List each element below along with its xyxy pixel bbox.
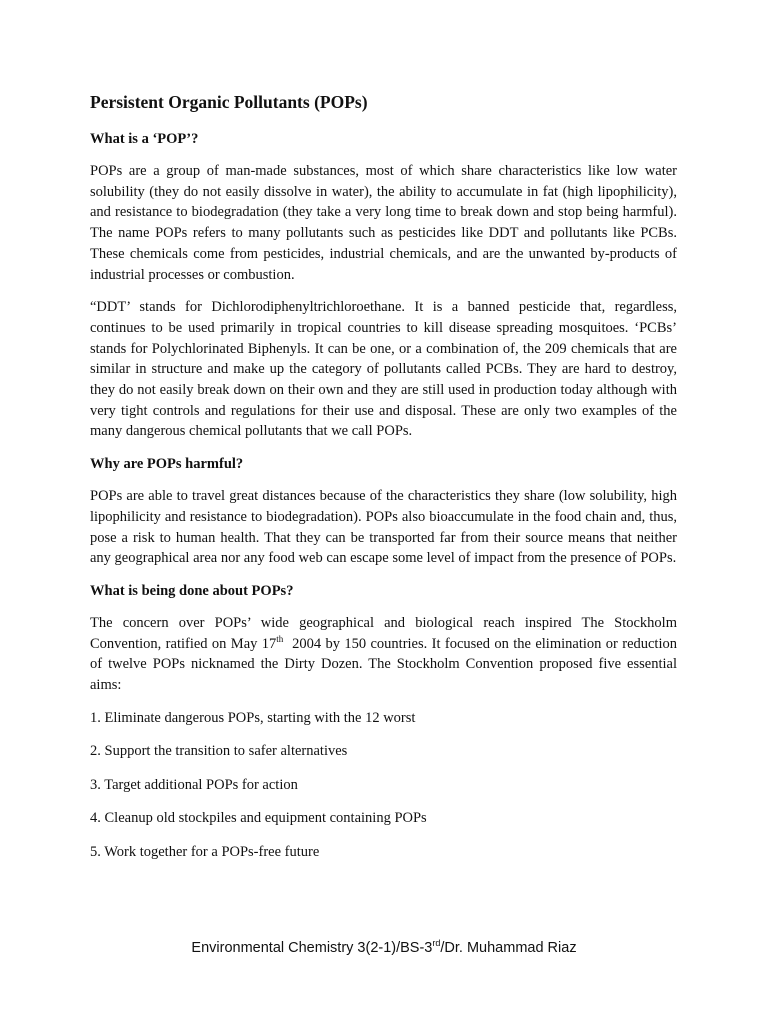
footer-ordinal-superscript: rd bbox=[432, 938, 441, 949]
stockholm-text-a: The concern over POPs’ wide geographical and biological reach inspired The Stockholm Convention, ratified on May 17 bbox=[90, 614, 677, 652]
paragraph-pop-definition: POPs are a group of man-made substances, most of which share characteristics like low water solubility (they do not easily dissolve in water), the ability to accumulate in fat (high lipophilicity), and resistance to biodegradation (they take a very long time to break down and stop being harmful). The name POPs refers to many pollutants such as pesticides like DDT and pollutants like PCBs. These chemicals come from pesticides, industrial chemicals, and are the unwanted by-products of industrial processes or combustion. bbox=[90, 163, 677, 283]
list-item: 4. Cleanup old stockpiles and equipment containing POPs bbox=[90, 810, 427, 827]
list-item: 3. Target additional POPs for action bbox=[90, 776, 298, 793]
paragraph-stockholm-convention bbox=[90, 613, 681, 696]
date-ordinal-superscript: th bbox=[276, 633, 284, 644]
footer-text-b: /Dr. Muhammad Riaz bbox=[440, 940, 577, 956]
page-title: Persistent Organic Pollutants (POPs) bbox=[90, 92, 368, 112]
page-footer bbox=[0, 940, 768, 956]
aims-list bbox=[90, 708, 677, 862]
paragraph-ddt-pcbs: “DDT’ stands for Dichlorodiphenyltrichloroethane. It is a banned pesticide that, regardless, continues to be used primarily in tropical countries to kill disease spreading mosquitoes. ‘PCBs’ stands for Polychlorinated Biphenyls. It can be one, or a combination of, the 209 chemicals that are similar in structure and make up the category of pollutants called PCBs. They are hard to destroy, they do not easily break down on their own and they are still used in production today although with very tight controls and regulations for their use and disposal. These are only two examples of the many dangerous chemical pollutants that we call POPs. bbox=[90, 299, 677, 440]
section-heading-what-is-pop: What is a ‘POP’? bbox=[90, 131, 199, 147]
section-heading-what-is-done: What is being done about POPs? bbox=[90, 582, 294, 599]
footer-text-a: Environmental Chemistry 3(2-1)/BS-3 bbox=[191, 940, 433, 956]
document-body bbox=[90, 90, 681, 875]
list-item: 1. Eliminate dangerous POPs, starting with the 12 worst bbox=[90, 709, 416, 726]
stockholm-text-b: 2004 by 150 countries. It focused on the elimination or reduction of twelve POPs nicknamed the Dirty Dozen. The Stockholm Convention proposed five essential aims: bbox=[90, 635, 681, 694]
paragraph-why-harmful: POPs are able to travel great distances because of the characteristics they share (low solubility, high lipophilicity and resistance to biodegradation). POPs also bioaccumulate in the food chain and, thus, pose a risk to human health. That they can be transported far from their source means that neither any geographical area nor any food web can escape some level of impact from the presence of POPs. bbox=[90, 488, 677, 567]
section-heading-why-harmful: Why are POPs harmful? bbox=[90, 456, 244, 473]
list-item: 2. Support the transition to safer alternatives bbox=[90, 743, 348, 760]
list-item: 5. Work together for a POPs-free future bbox=[90, 843, 320, 860]
